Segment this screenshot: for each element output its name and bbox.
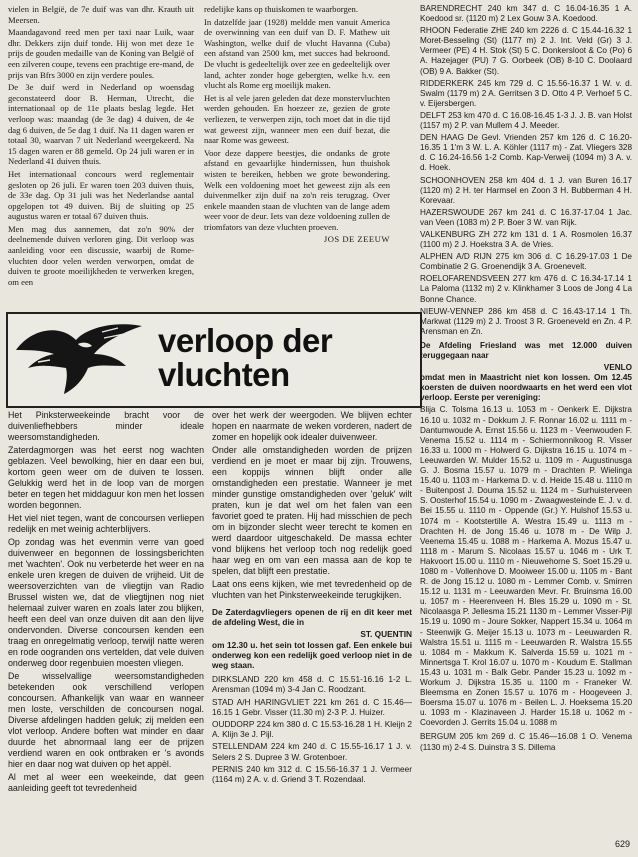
result-entry: BARENDRECHT 240 km 347 d. C 16.04-16.35 1 A. Koedood sr. (1120 m) 2 Lex Gouw 3 A. Koedood. <box>420 4 632 24</box>
result-entry: STELLENDAM 224 km 240 d. C 15.55-16.17 1 J. v. Selers 2 S. Dupree 3 W. Grotenboer. <box>212 741 412 762</box>
results-list-zuid-holland <box>420 4 632 337</box>
paragraph: Op zondag was het evenmin verre van goed duivenweer en begonnen de lossingsberichten met 'wachten'. Ook nu verbeterde het weer en na enkele uren kregen de duiven de vrijheid. Uit de weersoverzichten van de vliegtijn van Radio Brussel wisten we, dat de vliegtijnen nog niet helemaal zuiver waren en zoals later zou blijken, heeft een deel van onze duiven dit aan den lijve ondervonden. Diverse concoursen kenden een traag en onregelmatig verloop, terwijl natte weren en rode oogranden ons vertelden, dat vele duiven onderweg door regenbuien moesten vliegen. <box>8 537 204 668</box>
results-column <box>420 4 632 850</box>
paragraph: Onder alle omstandigheden worden de prijzen verdiend en je moet er maar bij zijn. Trouwens, een koppijs winnen blijft onder alle omstandigheden een prestatie. Wanneer je met minder gunstige omstandigheden over 'geluk' wilt praten, kun je dat wel om het falen van een favoriet goed te praten. Hij had misschien de pech om in bijzonder slecht weer terecht te komen en werd daardoor uitgeschakeld. De massa echter vond blijkens het verloop toch nog redelijk goed haar weg en om van een massa aan de kop te spelen, dat blijft een prestatie. <box>212 445 412 576</box>
zaterdag-place: ST. QUENTIN <box>360 629 412 640</box>
article-top-column-1 <box>8 4 194 304</box>
result-entry: DIRKSLAND 220 km 458 d. C 15.51-16.16 1-2 L. Arensman (1094 m) 3-4 Jan C. Roodzant. <box>212 674 412 695</box>
result-entry: VALKENBURG ZH 272 km 131 d. 1 A. Rosmolen 16.37 (1100 m) 2 J. Hoekstra 3 A. de Vries. <box>420 229 632 250</box>
paragraph: Al met al weer een weekeinde, dat geen aanleiding geeft tot tevredenheid <box>8 772 204 793</box>
pigeon-icon <box>14 320 146 400</box>
section-banner <box>6 312 422 408</box>
paragraph: Het internationaal concours werd reglementair gesloten op 26 juli. Er waren toen 203 duiven thuis, de 33e dag. Op 31 juli was het Nederlandse aantal opgelopen tot 49 duiven. Bij de sluiting op 25 augustus waren er totaal 67 duiven thuis. <box>8 168 194 222</box>
paragraph: Voor deze dappere beestjes, die ondanks de grote afstand en gevaarlijke hindernissen, hun thuishok wisten te bereiken, hebben we grote bewondering. Welk een voldoening moet het geweest zijn als een duivenmelker zijn duif na zo'n reis terugzag. Over enkele maanden staan de vluchten van de lange adem weer voor de deur. Iets van deze voldoening zullen de triomfators van deze vluchten proeven. <box>204 147 390 232</box>
zaterdag-intro: De Zaterdagvliegers openen de rij en dit keer met de afdeling West, die in <box>212 607 412 628</box>
friesland-intro: De Afdeling Friesland was met 12.000 duiven teruggegaan naar <box>420 340 632 360</box>
result-entry: STAD A/H HARINGVLIET 221 km 261 d. C 15.46—16.15 1 Gebr. Visser (11.30 m) 2-3 P. J. Huizer. <box>212 696 412 717</box>
paragraph: Laat ons eens kijken, wie met tevredenheid op de vluchten van het Pinksterweekeinde terugkijken. <box>212 579 412 600</box>
result-entry: DEN HAAG De Gevl. Vrienden 257 km 126 d. C 16.20-16.35 1 1'm 3 W. L. A. Köhler (1117 m) - Zat. Vliegers 328 d. C 16.24-16.56 1-2 Comb. Kap-Verweij (1094 m) 3 A. v. d. Hoek. <box>420 133 632 173</box>
friesland-note: omdat men in Maastricht niet kon lossen. Om 12.45 koersten de duiven noordwaarts en het werd een vlot verloop. Eerste per vereniging: <box>420 373 632 403</box>
article-top-column-2 <box>204 4 390 304</box>
page-number: 629 <box>614 839 630 849</box>
author-signature: JOS DE ZEEUW <box>323 234 390 245</box>
zaterdag-note: om 12.30 u. het sein tot lossen gaf. Een enkele bui onderweg kon een redelijk goed verloop niet in de weg staan. <box>212 639 412 671</box>
result-entry: OUDDORP 224 km 380 d. C 15.53-16.28 1 H. Kleijn 2 A. Klijn 3e J. Pijl. <box>212 719 412 740</box>
banner-title-line-1: verloop der <box>158 322 333 359</box>
result-entry: DELFT 253 km 470 d. C 16.08-16.45 1-3 J. J. B. van Holst (1157 m) 2 P. van Mullem 4 J. Meeder. <box>420 110 632 131</box>
paragraph: Men mag dus aannemen, dat zo'n 90% der deelnemende duiven verloren ging. Dit verloop was aanleiding voor een discussie, waarbij de Rome-vluchten door velen werden verworpen, omdat de duiven te groote moeilijkheden te verwerken kregen, om een <box>8 223 194 287</box>
bottom-column-2-text <box>212 410 412 601</box>
banner-title <box>158 324 332 392</box>
paragraph: over het werk der weergoden. We blijven echter hopen en naarmate de weken vorderen, nadert de zomer en hopelijk ook idealer duivenweer. <box>212 410 412 442</box>
paragraph: Het Pinksterweekeinde bracht voor de duivenliefhebbers minder ideale weersomstandigheden. <box>8 410 204 442</box>
bergum-result: BERGUM 205 km 269 d. C 15.46—16.08 1 O. Venema (1130 m) 2-4 S. Duinstra 3 S. Dillema <box>420 732 632 752</box>
banner-title-line-2: vluchten <box>158 356 290 393</box>
zaterdag-section <box>212 607 412 784</box>
friesland-section <box>420 341 632 753</box>
paragraph: Het is al vele jaren geleden dat deze monstervluchten werden gehouden. En hoezeer ze, gezien de grote verliezen, te verwerpen zijn, toch moet dat in die tijd wat geweest zijn, wanneer men een duif bezat, die naar Rome was geweest. <box>204 92 390 146</box>
paragraph: Maandagavond reed men per taxi naar Luik, waar dhr. Dekkers zijn duif tonde. Hij won met deze 1e prijs de gouden medaille van de Koning van België of een zilveren coupe, tevens een prachtige ere-mand, de prijs van Bfrs 3000 en zijn verdere poules. <box>8 27 194 80</box>
article-bottom-column-2 <box>212 410 412 850</box>
paragraph: De 3e duif werd in Nederland op woensdag geconstateerd door B. Herman, Utrecht, die internationaal op de 11e plaats beslag legde. Het verloop was: maandag (de 3e dag) 4 duiven, de 4e dag 6 duiven, de 5e dag 1 duif. Na 11 dagen waren er totaal 30, waarvan 7 uit Nederland weergekeerd. Na 15 dagen waren er 88 gemeld. Op 24 juli waren er in Nederland 41 duiven thuis. <box>8 82 194 167</box>
result-entry: RIDDERKERK 245 km 729 d. C 15.56-16.37 1 W. v. d. Swalm (1179 m) 2 A. Gerritsen 3 D. Otto 4 P. Verhoef 5 C. v. Eijersbergen. <box>420 78 632 108</box>
result-entry: RHOON Federatie ZHE 240 km 2226 d. C 15.44-16.32 1 Moret-Besseling (St) (1177 m) 2 J. Int. Veld (Gr) 3 J. Vermeer (PE) 4 H. Stok (St) 5 C. Donkersloot & Co (Po) 6 A. Hazejager (PU) 7 G. Oorbeek (OB) 8-10 C. Doolaard (OB) 9 A. Bakker (St). <box>420 26 632 76</box>
result-entry: ROELOFARENDSVEEN 277 km 476 d. C 16.34-17.14 1 La Paloma (1132 m) 2 v. Klinkhamer 3 Loos de Jong 4 La Bonne Chance. <box>420 274 632 304</box>
paragraph: Zaterdagmorgen was het eerst nog wachten geblazen. Veel bewolking, hier en daar een bui, kortom geen weer om de duiven te lossen. Gelukkig werd het in de loop van de morgen beter en tegen het middaguur kon men het lossen worden begonnen. <box>8 445 204 510</box>
friesland-place: VENLO <box>603 363 632 373</box>
paragraph: De wisselvallige weersomstandigheden betekenden ook verschillend verlopen concoursen. Afhankelijk van waar en wanneer men loste, verschilden de concoursen nogal. Diverse afdelingen hadden geluk; zij melden een vlot verloop. Andere boften wat minder en daar duurde het abnormaal lang eer de prijzen verdiend waren en ook ontbraken er 's avonds hier en daar nog wat duiven op het appèl. <box>8 671 204 769</box>
result-entry: NIEUW-VENNEP 286 km 458 d. C 16.43-17.14 1 Th. Markwat (1129 m) 2 J. Troost 3 R. Groeneveld en Zn. 4 P. Arensman en Zn. <box>420 306 632 336</box>
paragraph: vielen in België, de 7e duif was van dhr. Krauth uit Meersen. <box>8 4 194 25</box>
result-entry: ALPHEN A/D RIJN 275 km 306 d. C 16.29-17.03 1 De Combinatie 2 G. Groenendijk 3 A. Groenevelt. <box>420 252 632 272</box>
results-list-zaterdag <box>212 674 412 784</box>
article-bottom-column-1 <box>8 410 204 840</box>
paragraph: Het viel niet tegen, want de concoursen verliepen redelijk en met weinig achterblijvers. <box>8 513 204 534</box>
result-entry: PERNIS 240 km 312 d. C 15.56-16.37 1 J. Vermeer (1164 m) 2 A. v. d. Griend 3 T. Rozendaal. <box>212 763 412 785</box>
result-entry: SCHOONHOVEN 258 km 404 d. 1 J. van Buren 16.17 (1120 m) 2 H. ter Harmsel en Zoon 3 H. Bubberman 4 H. Korevaar. <box>420 175 632 205</box>
paragraph: In datzelfde jaar (1928) meldde men vanuit America de overwinning van een duif van D. F. Mathew uit Washington, welke duif de vlucht Havanna (Cuba) een afstand van 2500 km, met succes had bekroond. De vlucht is gedeeltelijk over zee en gedeeltelijk over land, achter zonder hoge gebergten, welke h.v. een vlucht als Rome erg moeilijk maken. <box>204 16 390 91</box>
friesland-results: Blija C. Tolsma 16.13 u. 1053 m - Oenkerk E. Dijkstra 16.10 u. 1032 m - Dokkum J. F. Ronnar 16.02 u. 1111 m - Dantumwoude A. Ernst 15.56 u. 1123 m - Veenwouden F. Venema 15.52 u. 1114 m - Schiermonnikoog R. Visser 16.33 u. 1000 m - Holwerd G. Dijkstra 16.15 u. 1074 m - Leeuwarden W. Mulder 15.52 u. 1109 m - Augustinusga G. J. Bosma 15.57 u. 1079 m - Drachten P. Wielinga 15.40 u. 1103 m - Harkema D. v. d. Heide 15.48 u. 1110 m - Buitenpost J. Douma 15.52 u. 1124 m - Surhuisterveen S. Oosterhof 15.54 u. 1090 m - Zwaagwesteinde E. J. v. d. Bei 15.55 u. 1110 m - Oppende (Gr.) Y. Hulshof 15.53 u. 1074 m - Kootstertille A. Westra 15.49 u. 1113 m - Drachten H. de Jong 15.46 u. 1078 m - De Wilp J. Veenema 15.45 u. 1088 m - Harkema A. Mozus 15.47 u. 1118 m - Marum S. Nicolaas 15.57 u. 1046 m - Urk T. Hakvoort 15.00 u. 1110 m - Nieuwehorne S. Soet 15.29 u. 1080 m - Vollenhove D. Mooiweer 15.00 u. 1105 m - Bant R. de Jong 15.12 u. 1080 m - Lemmer Comb. v. Smirren 15.12 u. 1131 m - Leeuwarden Mevr. Fr. Bruinsma 16.00 u. 1057 m - Heerenveen H. Bles 15.29 u. 1090 m - St. Nicolaasga P. Jellesma 15.21 1130 m - Lemmer Visser-Pijl 15.19 u. 1090 m - Joure Sokker, Nappert 15.34 u. 1064 m - Steenwijk G. Meijer 15.13 u. 1073 m - Leeuwarden R. Walstra 15.51 u. 1115 m - Leeuwarden R. Walstra 15.55 u. 1084 m - Makkum K. Salverda 15.59 u. 1021 m - Minnertsga T. Krol 16.07 u. 1070 m - Koudum E. Stallman 15.43 u. 1031 m - Balk Gebr. Pander 15.23 u. 1092 m - Workum J. Dijkstra 15.35 u. 1100 m - Franeker W. Bleemsma en Zonen 15.57 u. 1076 m - Hoogeveen J. Boersma 15.07 u. 1076 m - Beilen L. J. Hoeksema 15.20 u. 1093 m - Klazinaveen J. Harder 15.18 u. 1062 m - Coevorden J. Gerrits 15.04 u. 1088 m <box>420 405 632 728</box>
result-entry: HAZERSWOUDE 267 km 241 d. C 16.37-17.04 1 Jac. van Veen (1083 m) 2 P. Boer 3 W. van Rijk. <box>420 207 632 227</box>
paragraph: redelijke kans op thuiskomen te waarborgen. <box>204 4 359 14</box>
